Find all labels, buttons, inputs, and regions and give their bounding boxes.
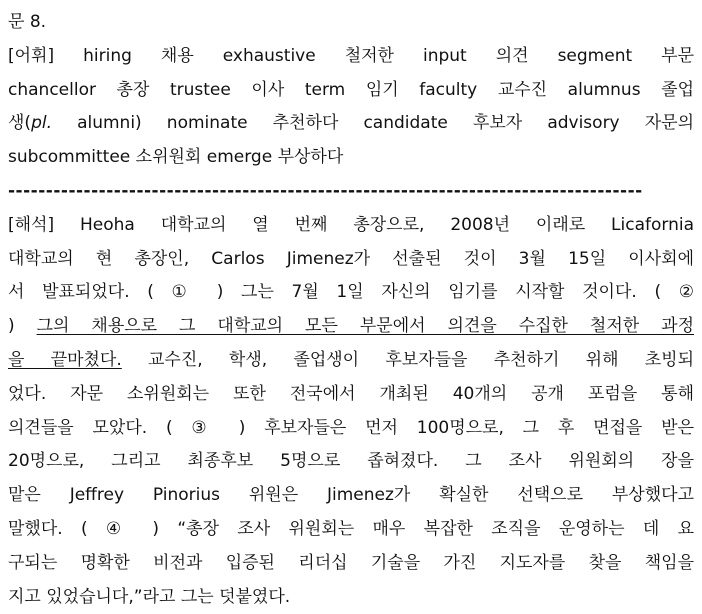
vocab-line xyxy=(8,107,694,141)
plural-abbrev: pl. xyxy=(31,113,52,134)
section-divider: ------------------------------------------------------------------------------------ xyxy=(8,180,643,201)
underlined-sentence: 그의 채용으로 그 대학교의 모든 부문에서 의견을 수집한 철저한 과정 xyxy=(36,316,694,337)
translation-line: 20명으로, 그리고 최종후보 5명으로 좁혀졌다. 그 조사 위원회의 장을 xyxy=(8,451,694,472)
underlined-sentence: 을 끝마쳤다. xyxy=(8,349,122,370)
translation-line: 말했다. ( ④ ) “총장 조사 위원회는 매우 복잡한 조직을 운영하는 데 요 xyxy=(8,518,694,539)
translation-line: 지고 있었습니다,”라고 그는 덧붙였다. xyxy=(8,586,291,607)
translation-line: 서 발표되었다. ( ① ) 그는 7월 1일 자신의 임기를 시작할 것이다. ( ② xyxy=(8,282,694,303)
translation-line: 대학교의 현 총장인, Carlos Jimenez가 선출된 것이 3월 15일 이사회에 xyxy=(8,248,694,269)
translation-line: [해석] Heoha 대학교의 열 번째 총장으로, 2008년 이래로 Licafornia xyxy=(8,214,694,235)
translation-line: 구되는 명확한 비전과 입증된 리더십 기술을 가진 지도자를 찾을 책임을 xyxy=(8,552,694,573)
translation-section xyxy=(8,209,694,614)
translation-line xyxy=(8,310,694,344)
translation-text: ) xyxy=(8,316,37,337)
translation-line xyxy=(8,344,694,378)
vocab-line: subcommittee 소위원회 emerge 부상하다 xyxy=(8,147,344,168)
translation-line: 었다. 자문 소위원회는 또한 전국에서 개최된 40개의 공개 포럼을 통해 xyxy=(8,383,694,404)
vocabulary-section xyxy=(8,40,694,175)
translation-line: 의견들을 모았다. ( ③ ) 후보자들은 먼저 100명으로, 그 후 면접을 받은 xyxy=(8,417,694,438)
vocab-line: [어휘] hiring 채용 exhaustive 철저한 input 의견 segment 부문 xyxy=(8,45,694,66)
vocab-text: alumni) nominate 추천하다 candidate 후보자 advisory 자문의 xyxy=(51,113,694,134)
vocab-text: 생( xyxy=(8,113,32,134)
vocab-line: chancellor 총장 trustee 이사 term 임기 faculty 교수진 alumnus 졸업 xyxy=(8,79,694,100)
translation-text: 교수진, 학생, 졸업생이 후보자들을 추천하기 위해 초빙되 xyxy=(121,349,694,370)
question-number: 문 8. xyxy=(8,12,47,32)
translation-line: 맡은 Jeffrey Pinorius 위원은 Jimenez가 확실한 선택으로 부상했다고 xyxy=(8,485,694,506)
